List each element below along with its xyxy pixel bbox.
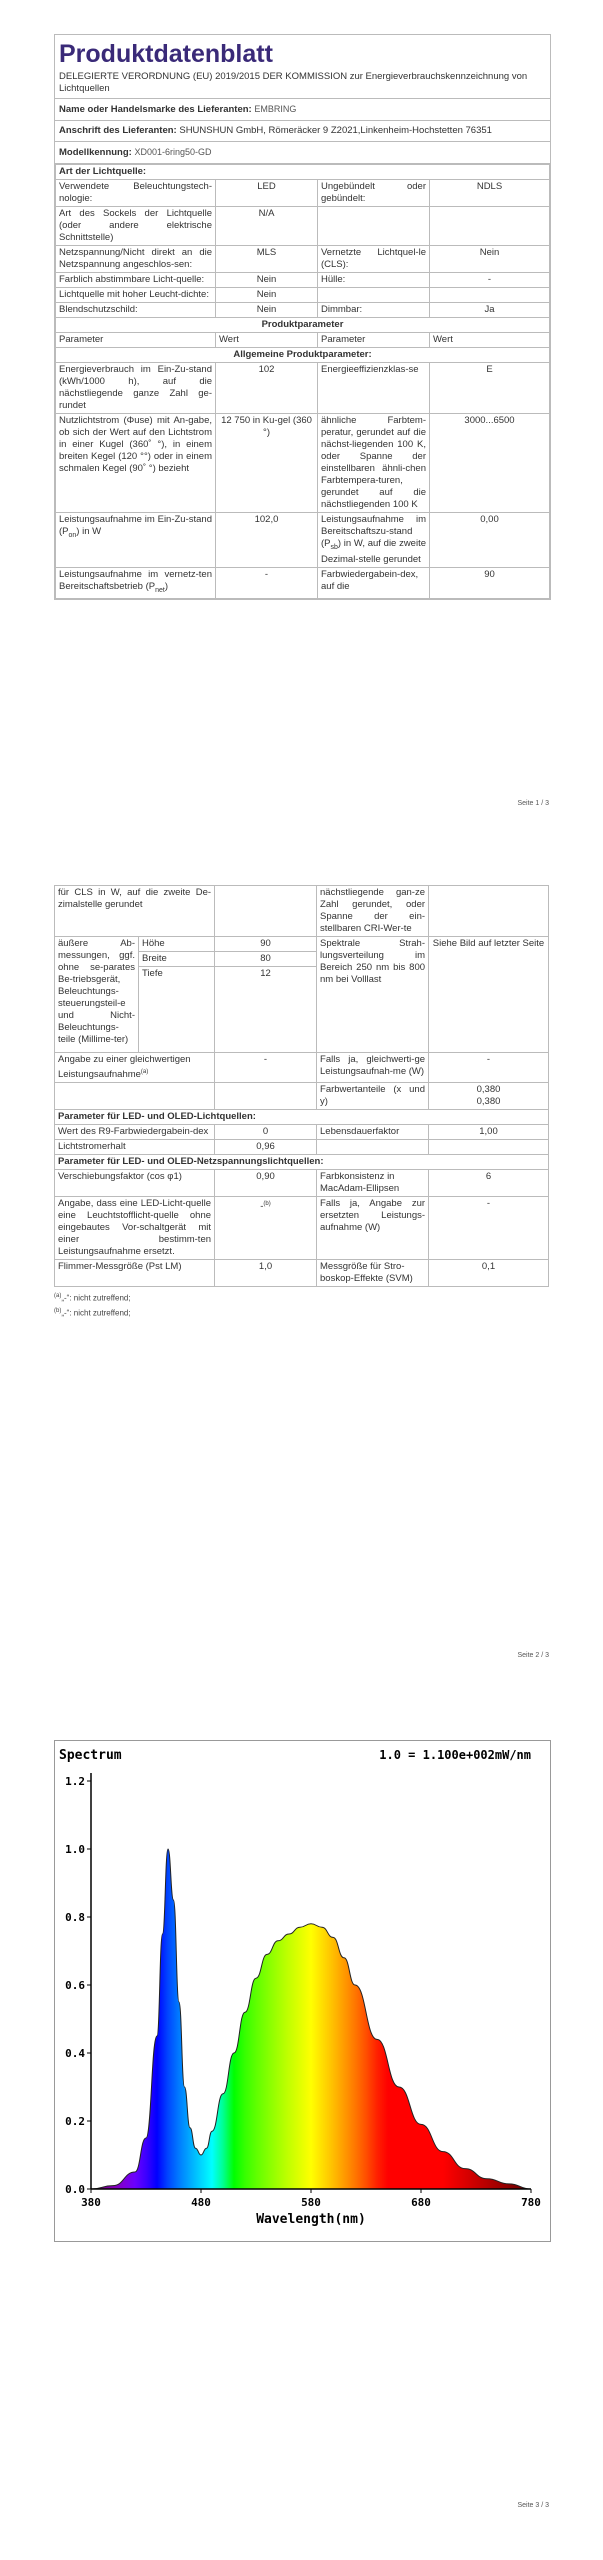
x-tick-label: 480	[191, 2196, 211, 2209]
row-label: Ungebündelt oder gebündelt:	[318, 180, 430, 207]
chromaticity-label: Farbwertanteile (x und y)	[317, 1083, 429, 1110]
mains-params-heading: Parameter für LED- und OLED-Netzspannungslichtquellen:	[55, 1155, 549, 1170]
row-value: Nein	[430, 246, 550, 273]
row-label: ähnliche Farbtem-peratur, gerundet auf die nächst-liegenden 100 K, oder Spanne der einstellbaren ähnli-chen Farbtempera-turen, gerundet auf die nächstliegenden 100 K	[318, 414, 430, 513]
y-tick-label: 1.0	[65, 1843, 85, 1856]
flicker-label: Flimmer-Messgröße (Pst LM)	[55, 1260, 215, 1287]
net-standby-label-cont: für CLS in W, auf die zweite De-zimalstelle gerundet	[55, 886, 215, 937]
r9-value: 0	[215, 1125, 317, 1140]
row-label: Hülle:	[318, 273, 430, 288]
row-value: Ja	[430, 303, 550, 318]
replaced-power-value: -	[429, 1197, 549, 1260]
supplier-name-value: EMBRING	[254, 104, 297, 114]
row-value: Nein	[216, 303, 318, 318]
model-value: XD001-6ring50-GD	[134, 147, 212, 157]
spectral-value: Siehe Bild auf letzter Seite	[429, 937, 549, 1053]
supplier-address-label: Anschrift des Lieferanten:	[59, 125, 177, 136]
colour-consistency-value: 6	[429, 1170, 549, 1197]
row-value: -	[430, 273, 550, 288]
x-tick-label: 780	[521, 2196, 541, 2209]
footnote-a: $^{(a)}$„-“: nicht zutreffend;	[54, 1293, 131, 1303]
row-value: Nein	[216, 273, 318, 288]
table-row	[55, 937, 549, 952]
row-value: NDLS	[430, 180, 550, 207]
y-tick-label: 0.4	[65, 2047, 85, 2060]
table-row	[55, 1053, 549, 1083]
table-row	[56, 303, 550, 318]
row-label	[318, 288, 430, 303]
col-header-value: Wert	[216, 333, 318, 348]
general-params-heading: Allgemeine Produktparameter:	[56, 348, 550, 363]
chart-scale-label: 1.0 = 1.100e+002mW/nm	[379, 1748, 531, 1762]
table-row	[55, 1083, 549, 1110]
col-header-param: Parameter	[318, 333, 430, 348]
r9-label: Wert des R9-Farbwiedergabein-dex	[55, 1125, 215, 1140]
table-row	[55, 1140, 549, 1155]
table-row	[55, 886, 549, 937]
row-value: E	[430, 363, 550, 414]
table-row	[56, 246, 550, 273]
params-table-continued	[54, 885, 549, 1287]
table-row	[55, 1260, 549, 1287]
dim-name: Höhe	[139, 937, 215, 952]
row-value: MLS	[216, 246, 318, 273]
led-replaces-value: -$^{(b)}$	[215, 1197, 317, 1260]
survival-factor-value: 1,00	[429, 1125, 549, 1140]
row-label: Energieeffizienzklas-se	[318, 363, 430, 414]
row-label: Energieverbrauch im Ein-Zu-stand (kWh/1000 h), auf die nächstliegende ganze Zahl ge-rundet	[56, 363, 216, 414]
displacement-factor-label: Verschiebungsfaktor (cos φ1)	[55, 1170, 215, 1197]
chart-title: Spectrum	[59, 1748, 122, 1763]
row-label: Lichtquelle mit hoher Leucht-dichte:	[56, 288, 216, 303]
cri-label-cont: nächstliegende gan-ze Zahl gerundet, oder Spanne der ein-stellbaren CRI-Wer-te	[317, 886, 429, 937]
x-tick-label: 580	[301, 2196, 321, 2209]
datasheet-page-1	[54, 34, 551, 600]
datasheet-page-2	[54, 885, 549, 1318]
col-header-param: Parameter	[56, 333, 216, 348]
dimensions-label: äußere Ab-messungen, ggf. ohne se-parates Be-triebsgerät, Beleuchtungs-steuerungsteil-e und Nicht-Beleuchtungs-teile (Millime-ter)	[55, 937, 139, 1053]
row-value: 12 750 in Ku-gel (360 °)	[216, 414, 318, 513]
table-row	[56, 414, 550, 513]
dim-value: 80	[215, 952, 317, 967]
light-type-heading: Art der Lichtquelle:	[56, 165, 550, 180]
x-tick-label: 680	[411, 2196, 431, 2209]
cri-label: Farbwiedergabein-dex, auf die	[318, 567, 430, 598]
chromaticity-value: 0,380 0,380	[429, 1083, 549, 1110]
equiv-power-label: Falls ja, gleichwerti-ge Leistungsaufnah-me (W)	[317, 1053, 429, 1083]
lumen-maintenance-value: 0,96	[215, 1140, 317, 1155]
row-label: Blendschutzschild:	[56, 303, 216, 318]
on-power-label: Leistungsaufnahme im Ein-Zu-stand $(P_{on})$ in W	[56, 513, 216, 568]
table-row	[55, 1125, 549, 1140]
net-standby-value: -	[216, 567, 318, 598]
row-value	[430, 207, 550, 246]
light-type-table	[55, 164, 550, 599]
table-row	[56, 273, 550, 288]
survival-factor-label: Lebensdauerfaktor	[317, 1125, 429, 1140]
datasheet-page-3	[54, 1740, 549, 2247]
model-label: Modellkennung:	[59, 147, 132, 158]
spectrum-chart	[54, 1740, 551, 2242]
row-value: 3000...6500	[430, 414, 550, 513]
x-axis-label: Wavelength(nm)	[256, 2212, 366, 2227]
y-tick-label: 0.0	[65, 2183, 85, 2196]
table-row	[56, 363, 550, 414]
row-value: LED	[216, 180, 318, 207]
equiv-power-claim-label: Angabe zu einer gleichwertigen Leistungsaufnahme$^{(a)}$	[55, 1053, 215, 1083]
row-label: Vernetzte Lichtquel-le (CLS):	[318, 246, 430, 273]
y-tick-label: 1.2	[65, 1775, 85, 1788]
model-row	[55, 142, 550, 164]
supplier-name-row	[55, 99, 550, 121]
page-number: Seite 1 / 3	[517, 800, 549, 807]
col-header-value: Wert	[430, 333, 550, 348]
stroboscopic-label: Messgröße für Stro-boskop-Effekte (SVM)	[317, 1260, 429, 1287]
equiv-power-value: -	[429, 1053, 549, 1083]
on-power-value: 102,0	[216, 513, 318, 568]
column-header-row	[56, 333, 550, 348]
row-label: Farblich abstimmbare Licht-quelle:	[56, 273, 216, 288]
row-value: N/A	[216, 207, 318, 246]
displacement-factor-value: 0,90	[215, 1170, 317, 1197]
equiv-power-claim-value: -	[215, 1053, 317, 1083]
led-replaces-label: Angabe, dass eine LED-Licht-quelle eine Leuchtstofflicht-quelle ohne eingebautes Vor-schaltgerät mit einer bestimm-ten Leistungsaufnahme ersetzt.	[55, 1197, 215, 1260]
page-number: Seite 2 / 3	[517, 1652, 549, 1659]
row-value: Nein	[216, 288, 318, 303]
footnote-b: $^{(b)}$„-“: nicht zutreffend;	[54, 1307, 131, 1318]
table-row	[56, 567, 550, 598]
row-label	[318, 207, 430, 246]
dim-value: 12	[215, 967, 317, 1053]
x-tick-label: 380	[81, 2196, 101, 2209]
page-title: Produktdatenblatt	[59, 40, 273, 68]
table-row	[55, 1197, 549, 1260]
row-label: Nutzlichtstrom (Φuse) mit An-gabe, ob sich der Wert auf den Lichtstrom in einer Kugel (360˚ °), in einem breiten Kegel (120 °°) oder in einem schmalen Kegel (90˚ °) bezieht	[56, 414, 216, 513]
regulation-subtitle: DELEGIERTE VERORDNUNG (EU) 2019/2015 DER KOMMISSION zur Energieverbrauchskennzeichnung von Lichtquellen	[55, 71, 550, 99]
y-tick-label: 0.2	[65, 2115, 85, 2128]
replaced-power-label: Falls ja, Angabe zur ersetzten Leistungs-aufnahme (W)	[317, 1197, 429, 1260]
table-row	[56, 288, 550, 303]
row-label: Verwendete Beleuchtungstech-nologie:	[56, 180, 216, 207]
spectrum-area	[91, 1849, 531, 2189]
table-row	[56, 180, 550, 207]
y-tick-label: 0.6	[65, 1979, 85, 1992]
net-standby-label: Leistungsaufnahme im vernetz-ten Bereitschaftsbetrieb $(P_{net})$	[56, 567, 216, 598]
row-value	[430, 288, 550, 303]
led-params-heading: Parameter für LED- und OLED-Lichtquellen:	[55, 1110, 549, 1125]
row-label: Netzspannung/Nicht direkt an die Netzspannung angeschlos-sen:	[56, 246, 216, 273]
product-params-heading: Produktparameter	[56, 318, 550, 333]
lumen-maintenance-label: Lichtstromerhalt	[55, 1140, 215, 1155]
standby-value: 0,00	[430, 513, 550, 568]
supplier-address-row	[55, 121, 550, 142]
standby-label: Leistungsaufnahme im Bereitschaftszu-stand $(P_{sb})$ in W, auf die zweite Dezimal-stelle gerundet	[318, 513, 430, 568]
flicker-value: 1,0	[215, 1260, 317, 1287]
table-row	[56, 513, 550, 568]
dim-name: Tiefe	[139, 967, 215, 1053]
supplier-name-label: Name oder Handelsmarke des Lieferanten:	[59, 104, 252, 115]
y-tick-label: 0.8	[65, 1911, 85, 1924]
table-row	[55, 1170, 549, 1197]
cri-value: 90	[430, 567, 550, 598]
table-row	[56, 207, 550, 246]
page-number: Seite 3 / 3	[517, 2502, 549, 2509]
supplier-address-value: SHUNSHUN GmbH, Römeräcker 9 Z2021,Linkenheim-Hochstetten 76351	[179, 125, 492, 136]
row-label: Dimmbar:	[318, 303, 430, 318]
row-value: 102	[216, 363, 318, 414]
stroboscopic-value: 0,1	[429, 1260, 549, 1287]
spectral-label: Spektrale Strah-lungsverteilung im Bereich 250 nm bis 800 nm bei Volllast	[317, 937, 429, 1053]
dim-name: Breite	[139, 952, 215, 967]
colour-consistency-label: Farbkonsistenz in MacAdam-Ellipsen	[317, 1170, 429, 1197]
dim-value: 90	[215, 937, 317, 952]
row-label: Art des Sockels der Lichtquelle (oder andere elektrische Schnittstelle)	[56, 207, 216, 246]
